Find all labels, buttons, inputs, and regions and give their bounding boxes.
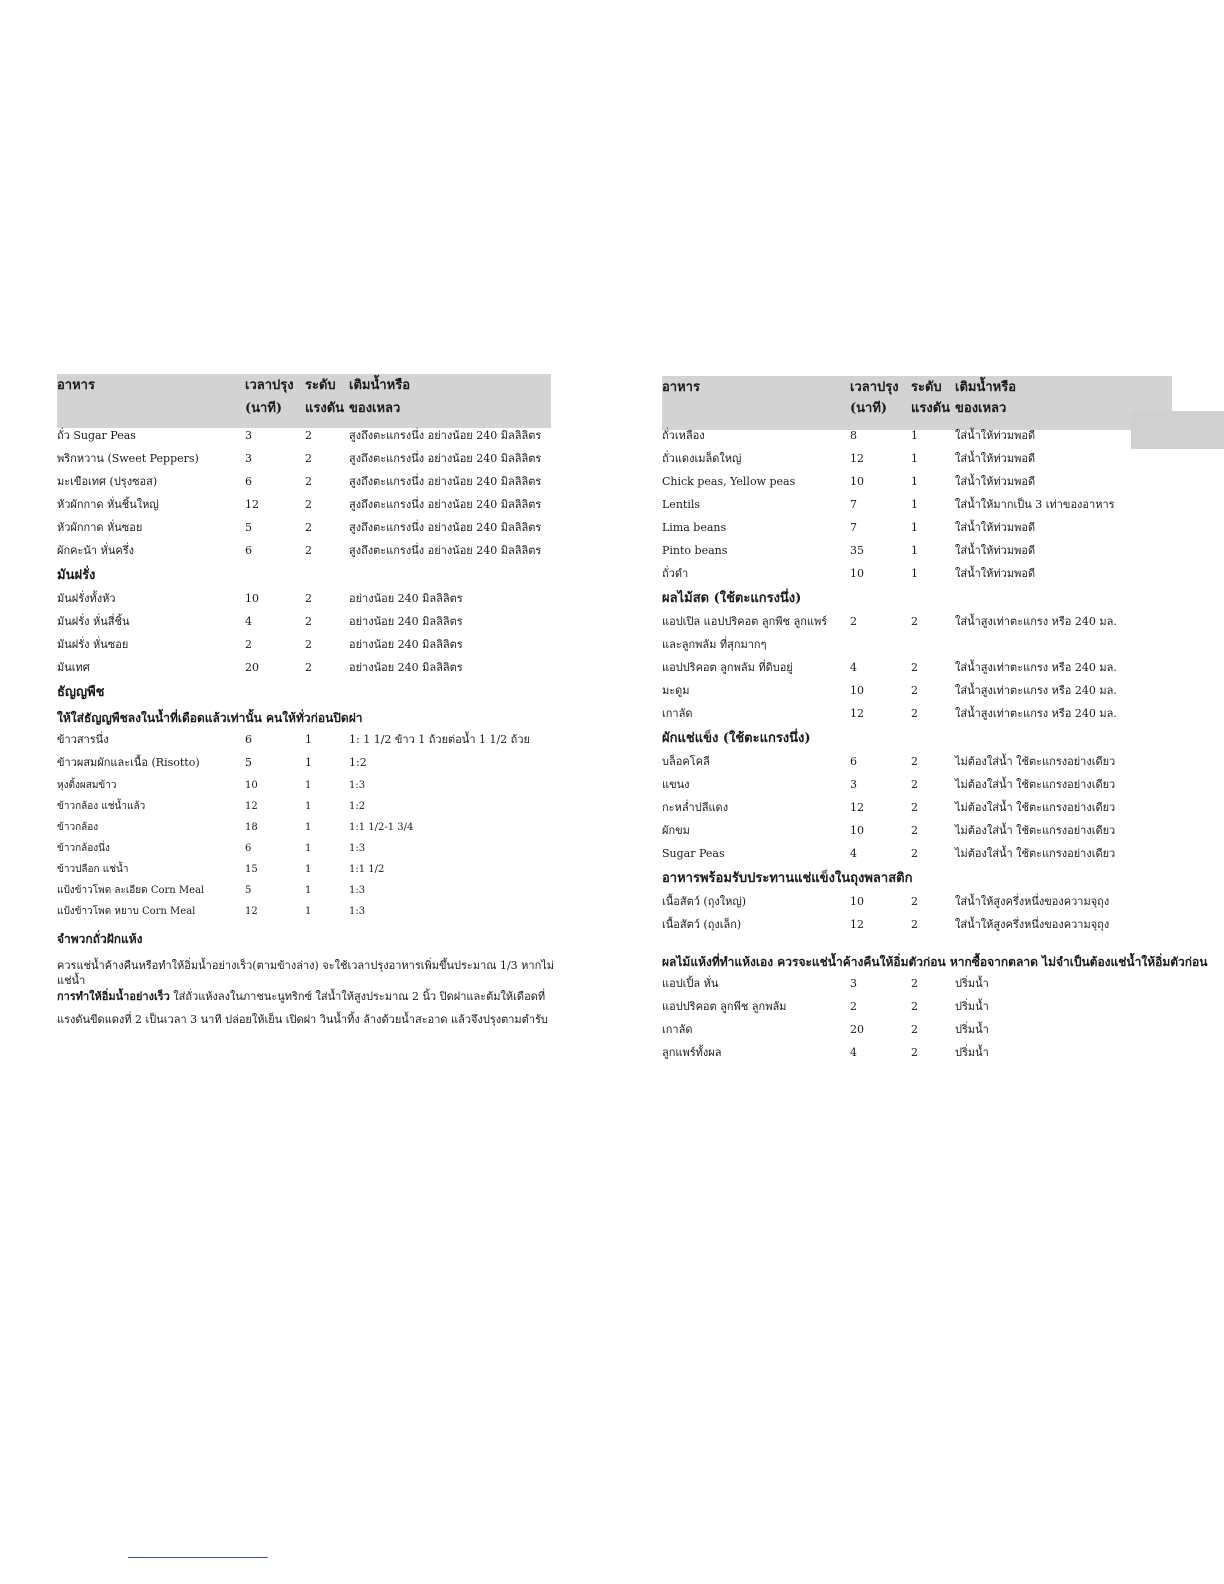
cell-time: 15 — [245, 864, 258, 875]
table-row — [662, 497, 1207, 520]
beans-title: จำพวกถั่วฝักแห้ง — [57, 932, 143, 946]
section-title-potato: มันฝรั่ง — [57, 568, 96, 583]
cell-liquid: สูงถึงตะแกรงนึ่ง อย่างน้อย 240 มิลลิลิตร — [349, 498, 542, 511]
cell-time: 10 — [245, 592, 259, 605]
cell-time: 12 — [850, 801, 864, 814]
cell-liquid: ใส่น้ำสูงเท่าตะแกรง หรือ 240 มล. — [955, 615, 1117, 628]
cell-liquid: ใส่น้ำสูงเท่าตะแกรง หรือ 240 มล. — [955, 661, 1117, 674]
table-row — [57, 755, 367, 778]
cell-level: 2 — [305, 475, 312, 488]
table-row — [57, 637, 463, 660]
table-row — [57, 883, 366, 904]
beans-para-1: ควรแช่น้ำค้างคืนหรือทำให้อิ่มน้ำอย่างเร็ว(ตามข้างล่าง) จะใช้เวลาปรุงอาหารเพิ่มขึ้นประมาณ 1/3 หากไม่แช่น้ำ — [57, 959, 555, 987]
cell-food: ผักขม — [662, 824, 690, 837]
cell-liquid: อย่างน้อย 240 มิลลิลิตร — [349, 592, 463, 605]
cell-level: 1 — [305, 822, 312, 833]
table-row — [57, 820, 414, 841]
cell-food: ข้าวปลือก แช่น้ำ — [57, 864, 129, 875]
cell-level: 1 — [305, 843, 312, 854]
cell-liquid: อย่างน้อย 240 มิลลิลิตร — [349, 638, 463, 651]
cell-liquid: ใส่น้ำสูงเท่าตะแกรง หรือ 240 มล. — [955, 684, 1117, 697]
cell-liquid: 1:3 — [349, 780, 366, 791]
cell-time: 7 — [850, 498, 857, 511]
cell-liquid: ปริ่มน้ำ — [955, 1046, 989, 1059]
cell-time: 3 — [850, 977, 857, 990]
header-time-unit: (นาที) — [850, 401, 888, 416]
cell-food: Sugar Peas — [662, 847, 725, 860]
cell-food: บล็อคโคลี — [662, 755, 710, 768]
cell-food: มันเทศ — [57, 661, 90, 674]
section-title-frozen: ผักแช่แข็ง (ใช้ตะแกรงนึ่ง) — [662, 731, 811, 746]
cell-level: 1 — [305, 864, 312, 875]
cell-time: 3 — [245, 429, 252, 442]
cell-level: 1 — [911, 498, 918, 511]
cell-food-cont: และลูกพลัม ที่สุกมากๆ — [662, 638, 767, 651]
cell-time: 4 — [850, 1046, 857, 1059]
cell-food: กะหล่ำปลีแดง — [662, 801, 729, 814]
table-row — [57, 904, 366, 925]
cell-liquid: ใส่น้ำสูงเท่าตะแกรง หรือ 240 มล. — [955, 707, 1117, 720]
table-row — [662, 777, 1207, 800]
table-row — [662, 999, 1207, 1022]
cell-time: 12 — [245, 801, 258, 812]
header-liquid: เติมน้ำหรือ — [349, 378, 411, 393]
cell-level: 2 — [911, 778, 918, 791]
table-row — [662, 474, 1207, 497]
cell-food: ข้าวผสมผักและเนื้อ (Risotto) — [57, 756, 200, 769]
cell-liquid: ปริ่มน้ำ — [955, 1023, 989, 1036]
cell-food: เนื้อสัตว์ (ถุงใหญ่) — [662, 895, 747, 908]
cell-time: 4 — [850, 661, 857, 674]
header-time: เวลาปรุง — [245, 378, 294, 393]
cell-level: 2 — [911, 847, 918, 860]
cell-food: แอปปริคอต ลูกพลัม ที่ดิบอยู่ — [662, 661, 793, 674]
cell-time: 2 — [850, 615, 857, 628]
header-time: เวลาปรุง — [850, 380, 899, 395]
cell-food: เนื้อสัตว์ (ถุงเล็ก) — [662, 918, 742, 931]
cell-level: 2 — [911, 801, 918, 814]
section-title-grain: ธัญญพืช — [57, 685, 105, 700]
cell-liquid: ใส่น้ำให้ท่วมพอดี — [955, 452, 1036, 465]
cell-level: 2 — [305, 429, 312, 442]
table-row — [662, 754, 1207, 777]
cell-food: Pinto beans — [662, 544, 728, 557]
cell-level: 1 — [305, 780, 312, 791]
cell-liquid: 1: 1 1/2 ข้าว 1 ถ้วยต่อน้ำ 1 1/2 ถ้วย — [349, 733, 530, 746]
section-title-dried: ผลไม้แห้งที่ทำแห้งเอง ควรจะแช่น้ำค้างคืนให้อิ่มตัวก่อน หากซื้อจากตลาด ไม่จำเป็นต้องแช่น้ำให้อิ่มตัวก่อน — [662, 955, 1208, 969]
cell-food: มะเขือเทศ (ปรุงซอส) — [57, 475, 158, 488]
cell-food: หัวผักกาด หั่นชิ้นใหญ่ — [57, 498, 159, 511]
cell-food: มันฝรั่งทั้งหัว — [57, 592, 116, 605]
cell-time: 5 — [245, 521, 252, 534]
cell-time: 12 — [850, 452, 864, 465]
cell-liquid: ใส่น้ำให้ท่วมพอดี — [955, 475, 1036, 488]
cell-level: 2 — [305, 592, 312, 605]
header-liquid-2: ของเหลว — [349, 401, 401, 416]
cell-liquid: สูงถึงตะแกรงนึ่ง อย่างน้อย 240 มิลลิลิตร — [349, 521, 542, 534]
cell-level: 2 — [305, 544, 312, 557]
table-row — [57, 520, 542, 543]
page-tab-marker — [1131, 411, 1224, 449]
grain-note: ให้ใส่ธัญญพืชลงในน้ำที่เดือดแล้วเท่านั้น คนให้ทั่วก่อนปิดฝา — [57, 711, 363, 725]
cell-time: 10 — [245, 780, 258, 791]
table-row — [57, 660, 463, 683]
cell-time: 10 — [850, 824, 864, 837]
cell-time: 4 — [245, 615, 252, 628]
cell-time: 20 — [850, 1023, 864, 1036]
cell-liquid: อย่างน้อย 240 มิลลิลิตร — [349, 661, 463, 674]
cell-level: 2 — [911, 1023, 918, 1036]
cell-food: ผักคะน้า หั่นครึ่ง — [57, 544, 134, 557]
footnote-rule — [128, 1557, 268, 1558]
cell-liquid: 1:2 — [349, 801, 366, 812]
cell-level: 1 — [305, 733, 312, 746]
cell-level: 2 — [305, 452, 312, 465]
table-row — [57, 841, 366, 862]
cell-level: 2 — [305, 615, 312, 628]
cell-level: 2 — [911, 895, 918, 908]
cell-level: 1 — [305, 756, 312, 769]
cell-food: ข้าวกล้อง — [57, 822, 99, 833]
cell-time: 20 — [245, 661, 259, 674]
table-row — [57, 732, 530, 755]
cell-time: 2 — [850, 1000, 857, 1013]
cell-food: แป้งข้าวโพด ละเอียด Corn Meal — [57, 885, 205, 896]
cell-level: 2 — [911, 824, 918, 837]
cell-level: 2 — [911, 661, 918, 674]
cell-level: 1 — [305, 801, 312, 812]
cell-level: 1 — [911, 544, 918, 557]
cell-liquid: สูงถึงตะแกรงนึ่ง อย่างน้อย 240 มิลลิลิตร — [349, 475, 542, 488]
header-food: อาหาร — [57, 378, 95, 393]
table-row — [662, 917, 1207, 940]
cell-food: หัวผักกาด หั่นซอย — [57, 521, 143, 534]
table-row — [57, 614, 463, 637]
table-header — [662, 376, 1172, 430]
header-level: ระดับ — [911, 380, 942, 395]
cell-time: 10 — [850, 895, 864, 908]
cell-liquid: ไม่ต้องใส่น้ำ ใช้ตะแกรงอย่างเดียว — [955, 755, 1116, 768]
header-liquid: เติมน้ำหรือ — [955, 380, 1017, 395]
cell-liquid: 1:2 — [349, 756, 367, 769]
cell-food: หุงติ้งผสมข้าว — [57, 780, 117, 791]
table-row — [57, 591, 463, 614]
table-row — [57, 451, 542, 474]
cell-liquid: สูงถึงตะแกรงนึ่ง อย่างน้อย 240 มิลลิลิตร — [349, 429, 542, 442]
cell-liquid: ปริ่มน้ำ — [955, 977, 989, 990]
table-row — [662, 976, 1207, 999]
header-food: อาหาร — [662, 380, 700, 395]
cell-food: ถั่ว Sugar Peas — [57, 429, 136, 442]
table-row — [662, 1045, 1207, 1068]
cell-level: 2 — [305, 638, 312, 651]
cell-food: แอปเปิล แอปปริคอต ลูกพีช ลูกแพร์ — [662, 615, 828, 628]
cell-liquid: ไม่ต้องใส่น้ำ ใช้ตะแกรงอย่างเดียว — [955, 824, 1116, 837]
beans-quick-soak-label: การทำให้อิ่มน้ำอย่างเร็ว — [57, 990, 170, 1003]
cell-time: 3 — [850, 778, 857, 791]
cell-liquid: สูงถึงตะแกรงนึ่ง อย่างน้อย 240 มิลลิลิตร — [349, 544, 542, 557]
cell-liquid: ใส่น้ำให้ท่วมพอดี — [955, 521, 1036, 534]
left-rows — [57, 428, 542, 925]
cell-liquid: อย่างน้อย 240 มิลลิลิตร — [349, 615, 463, 628]
cell-level: 2 — [305, 498, 312, 511]
table-row — [662, 1022, 1207, 1045]
cell-level: 2 — [911, 1046, 918, 1059]
right-rows — [662, 428, 1207, 1068]
cell-level: 1 — [305, 885, 312, 896]
cell-liquid: 1:3 — [349, 885, 366, 896]
cell-liquid: ไม่ต้องใส่น้ำ ใช้ตะแกรงอย่างเดียว — [955, 778, 1116, 791]
cell-liquid: ใส่น้ำให้สูงครึ่งหนึ่งของความจุถุง — [955, 918, 1110, 931]
table-row — [57, 799, 366, 820]
beans-para-2 — [57, 989, 557, 1004]
cell-time: 12 — [850, 918, 864, 931]
cell-food: Lima beans — [662, 521, 727, 534]
cell-food: ข้าวกล้อง แช่น้ำแล้ว — [57, 801, 146, 812]
cell-food: พริกหวาน (Sweet Peppers) — [57, 452, 199, 465]
table-row — [662, 428, 1207, 451]
cell-time: 7 — [850, 521, 857, 534]
cell-food: ข้าวสารนึ่ง — [57, 733, 109, 746]
table-row — [57, 862, 385, 883]
table-row — [662, 823, 1207, 846]
cell-food: แป้งข้าวโพด หยาบ Corn Meal — [57, 906, 196, 917]
table-row — [662, 614, 1207, 660]
cell-food: ถั่วดำ — [662, 567, 689, 580]
cell-liquid: ใส่น้ำให้ท่วมพอดี — [955, 429, 1036, 442]
cell-level: 2 — [305, 521, 312, 534]
cell-time: 18 — [245, 822, 258, 833]
cell-food: แอปเปิ้ล หั่น — [662, 977, 719, 990]
table-row — [662, 451, 1207, 474]
section-title-fruit: ผลไม้สด (ใช้ตะแกรงนึ่ง) — [662, 591, 802, 606]
table-row — [57, 497, 542, 520]
cell-liquid: 1:1 1/2-1 3/4 — [349, 822, 414, 833]
table-row — [57, 474, 542, 497]
cell-food: แอปปริคอต ลูกพีช ลูกพลัม — [662, 1000, 787, 1013]
cell-time: 35 — [850, 544, 864, 557]
cell-food: มันฝรั่ง หั่นสี่ชิ้น — [57, 615, 130, 628]
cell-level: 1 — [911, 475, 918, 488]
cell-time: 6 — [245, 733, 252, 746]
cell-time: 4 — [850, 847, 857, 860]
table-row — [662, 894, 1207, 917]
cell-food: มันฝรั่ง หั่นซอย — [57, 638, 129, 651]
cell-level: 1 — [305, 906, 312, 917]
cell-level: 1 — [911, 429, 918, 442]
cell-level: 2 — [911, 707, 918, 720]
cell-level: 2 — [911, 918, 918, 931]
cell-food: ลูกแพร์ทั้งผล — [662, 1046, 722, 1059]
cell-liquid: ใส่น้ำให้สูงครึ่งหนึ่งของความจุถุง — [955, 895, 1110, 908]
cell-level: 1 — [911, 567, 918, 580]
cell-food: มะดูม — [662, 684, 690, 697]
cell-time: 5 — [245, 885, 252, 896]
cell-liquid: 1:3 — [349, 843, 366, 854]
cell-liquid: ใส่น้ำให้ท่วมพอดี — [955, 544, 1036, 557]
cell-time: 10 — [850, 475, 864, 488]
cell-liquid: ปริ่มน้ำ — [955, 1000, 989, 1013]
cell-time: 12 — [245, 906, 258, 917]
cell-time: 6 — [245, 843, 252, 854]
cell-liquid: 1:1 1/2 — [349, 864, 385, 875]
cell-time: 10 — [850, 567, 864, 580]
table-row — [57, 428, 542, 451]
cell-time: 6 — [245, 544, 252, 557]
cell-time: 6 — [850, 755, 857, 768]
cell-liquid: ไม่ต้องใส่น้ำ ใช้ตะแกรงอย่างเดียว — [955, 847, 1116, 860]
cell-food: ถั่วแดงเมล็ดใหญ่ — [662, 452, 742, 465]
section-title-ready: อาหารพร้อมรับประทานแช่แข็งในถุงพลาสติก — [662, 871, 913, 886]
cell-level: 2 — [911, 615, 918, 628]
table-row — [57, 543, 542, 566]
cell-time: 8 — [850, 429, 857, 442]
cell-liquid: ใส่น้ำให้ท่วมพอดี — [955, 567, 1036, 580]
cell-food: Lentils — [662, 498, 701, 511]
header-level: ระดับ — [305, 378, 336, 393]
cell-liquid: สูงถึงตะแกรงนึ่ง อย่างน้อย 240 มิลลิลิตร — [349, 452, 542, 465]
table-header — [57, 374, 551, 428]
header-time-unit: (นาที) — [245, 401, 283, 416]
table-row — [662, 800, 1207, 823]
cell-level: 1 — [911, 452, 918, 465]
table-row — [662, 846, 1207, 869]
beans-quick-soak-text: ใส่ถั่วแห้งลงในภาชนะนูทริกซ์ ใส่น้ำให้สูงประมาณ 2 นิ้ว ปิดฝาและต้มให้เดือดที่ — [169, 990, 546, 1003]
cell-level: 2 — [305, 661, 312, 674]
table-row — [662, 566, 1207, 589]
cell-level: 2 — [911, 684, 918, 697]
cell-level: 2 — [911, 977, 918, 990]
cell-liquid: ไม่ต้องใส่น้ำ ใช้ตะแกรงอย่างเดียว — [955, 801, 1116, 814]
table-row — [662, 520, 1207, 543]
beans-para-3: แรงดันขีดแดงที่ 2 เป็นเวลา 3 นาที ปล่อยให้เย็น เปิดฝา วินน้ำทิ้ง ล้างด้วยน้ำสะอาด แล้วจึงปรุงตามตำรับ — [57, 1013, 548, 1026]
cell-food: ถั่วเหลือง — [662, 429, 705, 442]
cell-liquid: 1:3 — [349, 906, 366, 917]
cell-food: แขนง — [662, 778, 690, 791]
table-row — [662, 660, 1207, 683]
cell-time: 6 — [245, 475, 252, 488]
table-row — [57, 778, 366, 799]
cell-liquid: ใส่น้ำให้มากเป็น 3 เท่าของอาหาร — [955, 498, 1115, 511]
cell-food: ข้าวกล้องนึ่ง — [57, 843, 110, 854]
cell-level: 1 — [911, 521, 918, 534]
cell-time: 12 — [850, 707, 864, 720]
header-level-2: แรงดัน — [305, 401, 345, 416]
cell-level: 2 — [911, 755, 918, 768]
cell-time: 2 — [245, 638, 252, 651]
cell-time: 5 — [245, 756, 252, 769]
cell-time: 10 — [850, 684, 864, 697]
header-level-2: แรงดัน — [911, 401, 951, 416]
cell-time: 12 — [245, 498, 259, 511]
table-row — [662, 683, 1207, 706]
cell-level: 2 — [911, 1000, 918, 1013]
cell-food: เกาลัด — [662, 1023, 693, 1036]
cell-time: 3 — [245, 452, 252, 465]
cell-food: เกาลัด — [662, 707, 693, 720]
table-row — [662, 706, 1207, 729]
table-row — [662, 543, 1207, 566]
cell-food: Chick peas, Yellow peas — [662, 475, 796, 488]
header-liquid-2: ของเหลว — [955, 401, 1007, 416]
